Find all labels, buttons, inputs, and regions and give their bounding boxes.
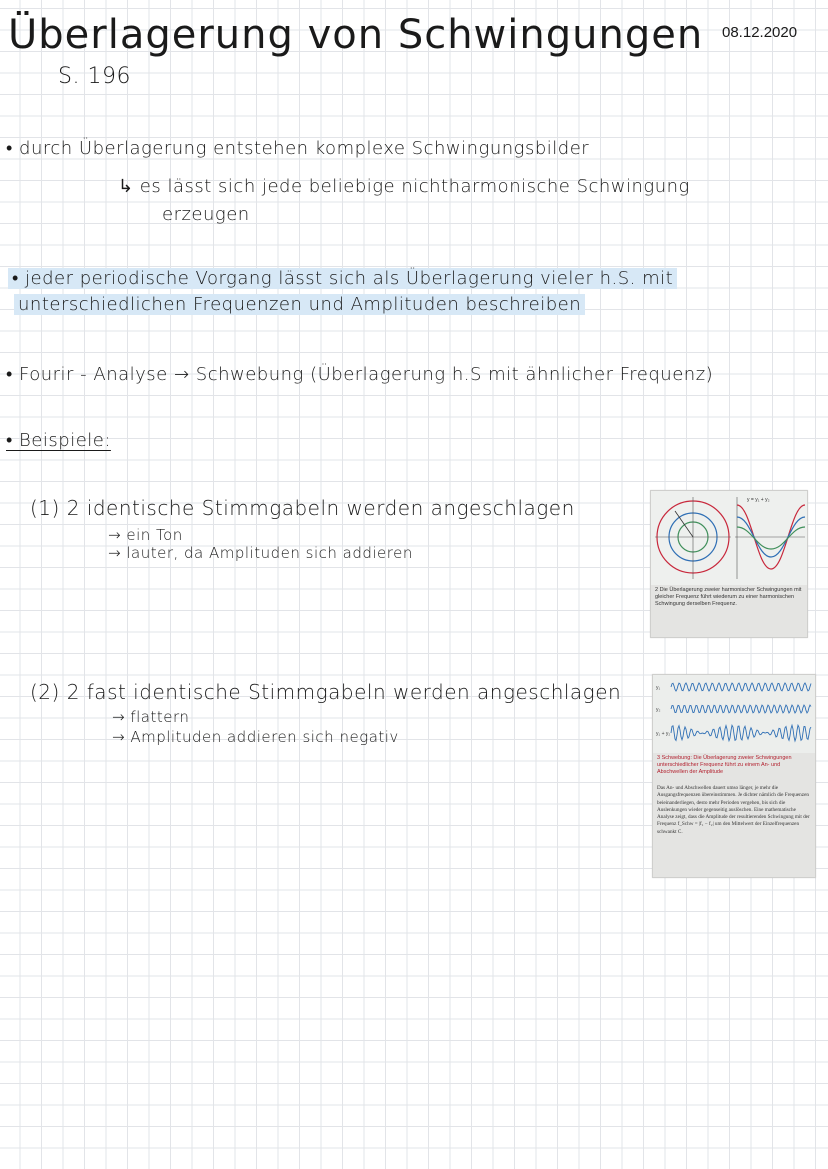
example-1-sub-1: → ein Ton	[108, 526, 183, 544]
figure-1-caption: 2 Die Überlagerung zweier harmonischer Schwingungen mit gleicher Frequenz führt wiederum zu einer harmonischen Schwingung derselben Frequenz.	[655, 587, 802, 607]
figure-2-label-sum: y₁ + y₂	[656, 731, 671, 737]
figure-2-label-y1: y₁	[656, 685, 661, 691]
note-heading-examples: • Beispiele:	[6, 430, 111, 451]
figure-superposition-same-frequency	[650, 490, 808, 638]
note-bullet-fourier: • Fourir - Analyse → Schwebung (Überlagerung h.S mit ähnlicher Frequenz)	[6, 364, 714, 385]
note-bullet-periodic	[8, 268, 677, 289]
page-reference: S. 196	[58, 64, 131, 89]
example-1-sub-2: → lauter, da Amplituden sich addieren	[108, 544, 413, 562]
highlight-line-1: • jeder periodische Vorgang lässt sich als Überlagerung vieler h.S. mit	[8, 268, 677, 289]
figure-2-caption: 3 Schwebung: Die Überlagerung zweier Schwingungen unterschiedlicher Frequenz führt zu einem An- und Abschwellen der Amplitude	[657, 755, 792, 775]
note-sub-any-waveform: ↳ es lässt sich jede beliebige nichtharmonische Schwingung	[118, 176, 690, 197]
example-2-title: (2) 2 fast identische Stimmgabeln werden angeschlagen	[30, 680, 622, 704]
figure-1-diagram	[651, 491, 807, 585]
figure-2-diagram	[653, 675, 815, 753]
figure-1-axis-label: y = y₁ + y₂	[747, 497, 770, 503]
example-2-sub-2: → Amplituden addieren sich negativ	[112, 728, 399, 746]
example-2-sub-1: → flattern	[112, 708, 190, 726]
note-bullet-periodic-cont	[14, 294, 585, 315]
figure-beat-oscillation	[652, 674, 816, 878]
example-1-title: (1) 2 identische Stimmgabeln werden angeschlagen	[30, 496, 575, 520]
highlight-line-2: unterschiedlichen Frequenzen und Amplituden beschreiben	[14, 294, 585, 315]
figure-2-label-y2: y₂	[656, 707, 661, 713]
figure-2-paragraph: Das An- und Abschwellen dauert umso länger, je mehr die Ausgangsfrequenzen übereinstimmen. Je dichter nämlich die Frequenzen beieinanderliegen, desto mehr Perioden vergehen, bis sich die Auslenkungen wieder gegenseitig auslöschen. Eine mathematische Analyse zeigt, dass die Amplitude der resultierenden Schwingung mit der Frequenz f_Schw = |f₁ − f₂| um den Mittelwert der Einzelfrequenzen schwankt C.	[657, 785, 810, 835]
note-bullet-complex-waveforms: • durch Überlagerung entstehen komplexe Schwingungsbilder	[6, 138, 590, 159]
page-title: Überlagerung von Schwingungen	[8, 12, 704, 58]
date-label: 08.12.2020	[722, 24, 798, 41]
note-sub-any-waveform-cont: erzeugen	[162, 204, 250, 225]
